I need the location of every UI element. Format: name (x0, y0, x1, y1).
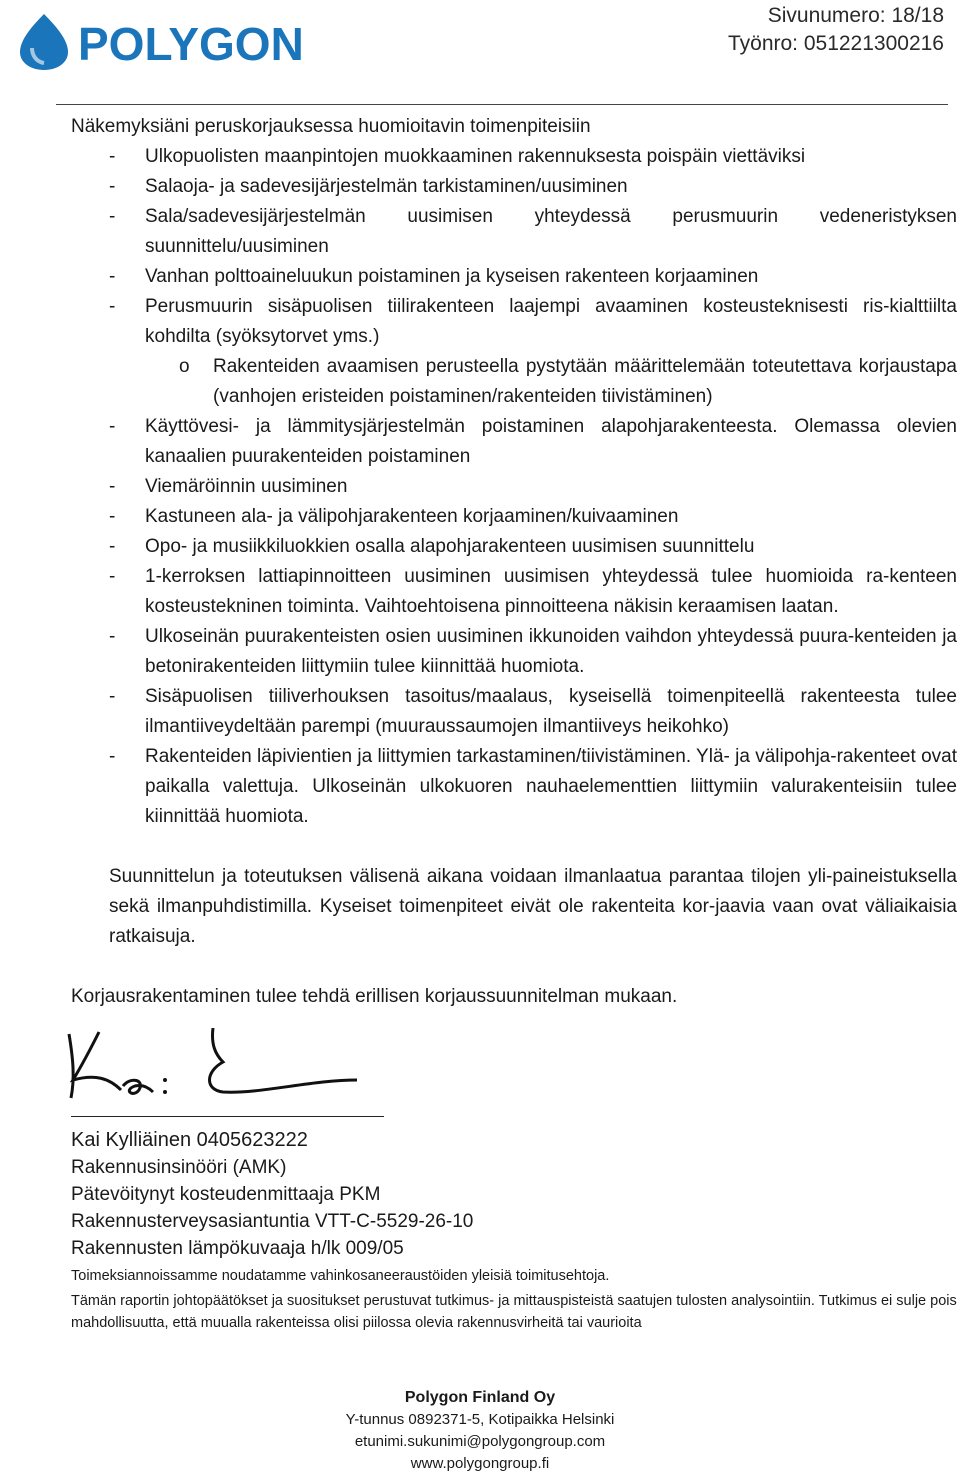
list-item: - Käyttövesi- ja lämmitysjärjestelmän poistaminen alapohjarakenteesta. Olemassa olevien kanaalien puurakenteiden poistaminen (109, 416, 957, 467)
signer-title: Rakennusterveysasiantuntia VTT-C-5529-26-10 (71, 1211, 474, 1232)
list-item: - Viemäröinnin uusiminen (109, 476, 348, 497)
list-intro: Näkemyksiäni peruskorjauksessa huomioitavin toimenpiteisiin (71, 116, 591, 137)
signer-title: Rakennusinsinööri (AMK) (71, 1157, 287, 1178)
document-body (71, 112, 957, 1334)
page-number: Sivunumero: 18/18 (767, 4, 944, 27)
footer-email: etunimi.sukunimi@polygongroup.com (354, 1433, 606, 1450)
logo-text: POLYGON (78, 18, 304, 70)
list-item: - Sala/sadevesijärjestelmän uusimisen yhteydessä perusmuurin vedeneristyksen suunnittelu/uusiminen (109, 206, 957, 257)
list-item: - Perusmuurin sisäpuolisen tiilirakenteen laajempi avaaminen kosteusteknisesti ris-kialttiilta kohdilta (syöksytorvet yms.) (109, 296, 957, 347)
footer (0, 1387, 960, 1475)
list-item: - Kastuneen ala- ja välipohjarakenteen korjaaminen/kuivaaminen (109, 506, 679, 527)
signer-title: Pätevöitynyt kosteudenmittaaja PKM (71, 1184, 381, 1205)
list-item: - Sisäpuolisen tiiliverhouksen tasoitus/maalaus, kyseisellä toimenpiteellä rakenteesta tulee ilmantiiveydeltään parempi (muuraussaumojen ilmantiiveys heikohko) (109, 686, 957, 737)
page-meta (728, 2, 944, 58)
list-item: - Ulkopuolisten maanpintojen muokkaaminen rakennuksesta poispäin viettäviksi (109, 146, 806, 167)
list-item: - Vanhan polttoaineluukun poistaminen ja kyseisen rakenteen korjaaminen (109, 266, 759, 287)
signature-area (71, 1028, 957, 1126)
handwritten-signature (65, 1028, 365, 1108)
footer-web: www.polygongroup.fi (410, 1455, 550, 1472)
list-item: - Salaoja- ja sadevesijärjestelmän tarkistaminen/uusiminen (109, 176, 628, 197)
header-divider (56, 104, 948, 105)
signature-line (71, 1116, 384, 1117)
list-item: - Ulkoseinän puurakenteisten osien uusiminen ikkunoiden vaihdon yhteydessä puura-kenteiden ja betonirakenteiden liittymiin tulee kiinnittää huomiota. (109, 626, 957, 677)
footer-company: Polygon Finland Oy (404, 1389, 556, 1406)
paragraph-plan: Korjausrakentaminen tulee tehdä erillisen korjaussuunnitelman mukaan. (71, 986, 678, 1007)
disclaimer-terms: Toimeksiannoissamme noudatamme vahinkosaneeraustöiden yleisiä toimitusehtoja. (71, 1268, 610, 1284)
sub-list-item: o Rakenteiden avaamisen perusteella pystytään määrittelemään toteutettava korjaustapa (vanhojen eristeiden poistaminen/rakenteiden tiivistäminen) (179, 356, 957, 407)
list-item: - Opo- ja musiikkiluokkien osalla alapohjarakenteen uusimisen suunnittelu (109, 536, 755, 557)
footer-ytunnus: Y-tunnus 0892371-5, Kotipaikka Helsinki (345, 1411, 615, 1428)
signer-name: Kai Kylliäinen 0405623222 (71, 1129, 308, 1151)
list-item: - Rakenteiden läpivientien ja liittymien tarkastaminen/tiivistäminen. Ylä- ja välipohja-rakenteet ovat paikalla valettuja. Ulkoseinän ulkokuoren nauhaelementtien liittymiin valurakenteisiin tulee kiinnittää huomiota. (109, 746, 957, 827)
signer-title: Rakennusten lämpökuvaaja h/lk 009/05 (71, 1238, 404, 1259)
paragraph-ventilation: Suunnittelun ja toteutuksen välisenä aikana voidaan ilmanlaatua parantaa tilojen yli-paineistuksella sekä ilmanpuhdistimilla. Kyseiset toimenpiteet eivät ole rakenteita kor-jaavia vaan ovat väliaikaisia ratkaisuja. (109, 866, 957, 947)
list-item: - 1-kerroksen lattiapinnoitteen uusiminen uusimisen yhteydessä tulee huomioida ra-kenteen kosteustekninen toiminta. Vaihtoehtoisena pinnoitteena näkisin keraamisen laatan. (109, 566, 957, 617)
work-number: Työnro: 051221300216 (727, 32, 944, 55)
recommendation-list (71, 142, 957, 832)
polygon-logo (12, 10, 342, 72)
disclaimer-scope: Tämän raportin johtopäätökset ja suositukset perustuvat tutkimus- ja mittauspisteistä saatujen tulosten analysointiin. Tutkimus ei sulje pois mahdollisuutta, että muualla rakenteissa olisi piilossa olevia rakennusvirheitä tai vaurioita (71, 1293, 957, 1331)
